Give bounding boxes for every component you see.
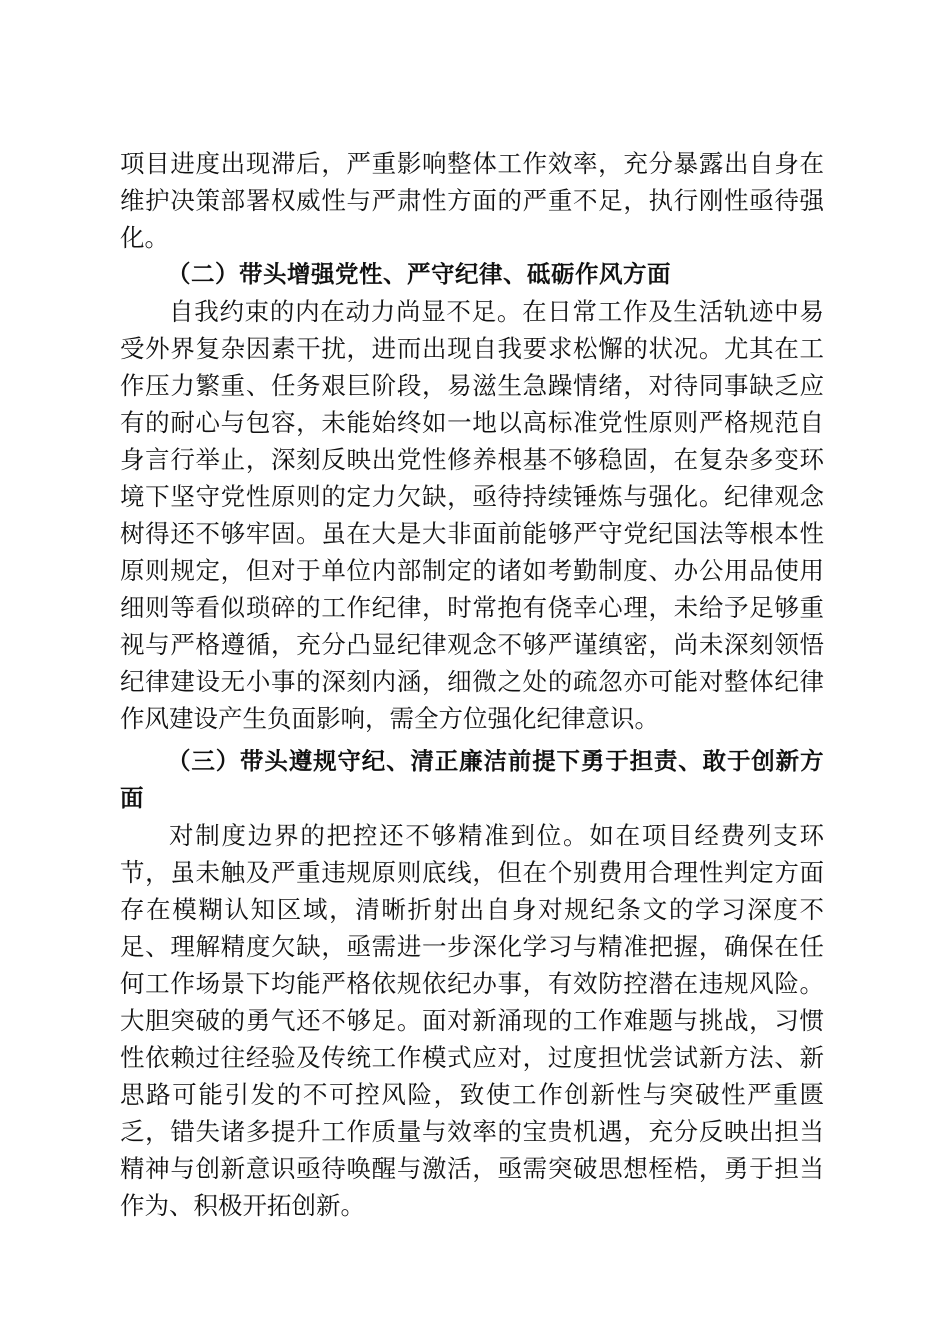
paragraph-section-2: 自我约束的内在动力尚显不足。在日常工作及生活轨迹中易受外界复杂因素干扰，进而出现自我要求松懈的状况。尤其在工作压力繁重、任务艰巨阶段，易滋生急躁情绪，对待同事缺乏应有的耐心与包容，未能始终如一地以高标准党性原则严格规范自身言行举止，深刻反映出党性修养根基不够稳固，在复杂多变环境下坚守党性原则的定力欠缺，亟待持续锤炼与强化。纪律观念树得还不够牢固。虽在大是大非面前能够严守党纪国法等根本性原则规定，但对于单位内部制定的诸如考勤制度、办公用品使用细则等看似琐碎的工作纪律，时常抱有侥幸心理，未给予足够重视与严格遵循，充分凸显纪律观念不够严谨缜密，尚未深刻领悟纪律建设无小事的深刻内涵，细微之处的疏忽亦可能对整体纪律作风建设产生负面影响，需全方位强化纪律意识。 <box>120 297 824 733</box>
paragraph-section-3: 对制度边界的把控还不够精准到位。如在项目经费列支环节，虽未触及严重违规原则底线，但在个别费用合理性判定方面存在模糊认知区域，清晰折射出自身对规纪条文的学习深度不足、理解精度欠缺，亟需进一步深化学习与精准把握，确保在任何工作场景下均能严格依规依纪办事，有效防控潜在违规风险。大胆突破的勇气还不够足。面对新涌现的工作难题与挑战，习惯性依赖过往经验及传统工作模式应对，过度担忧尝试新方法、新思路可能引发的不可控风险，致使工作创新性与突破性严重匮乏，错失诸多提升工作质量与效率的宝贵机遇，充分反映出担当精神与创新意识亟待唤醒与激活，亟需突破思想桎梏，勇于担当作为、积极开拓创新。 <box>120 821 824 1220</box>
section-heading-2: （二）带头增强党性、严守纪律、砥砺作风方面 <box>167 260 671 288</box>
paragraph-continued: 项目进度出现滞后，严重影响整体工作效率，充分暴露出自身在维护决策部署权威性与严肃性方面的严重不足，执行刚性亟待强化。 <box>120 149 824 252</box>
section-heading-3: （三）带头遵规守纪、清正廉洁前提下勇于担责、敢于创新方面 <box>120 747 824 812</box>
document-page <box>120 145 824 1224</box>
